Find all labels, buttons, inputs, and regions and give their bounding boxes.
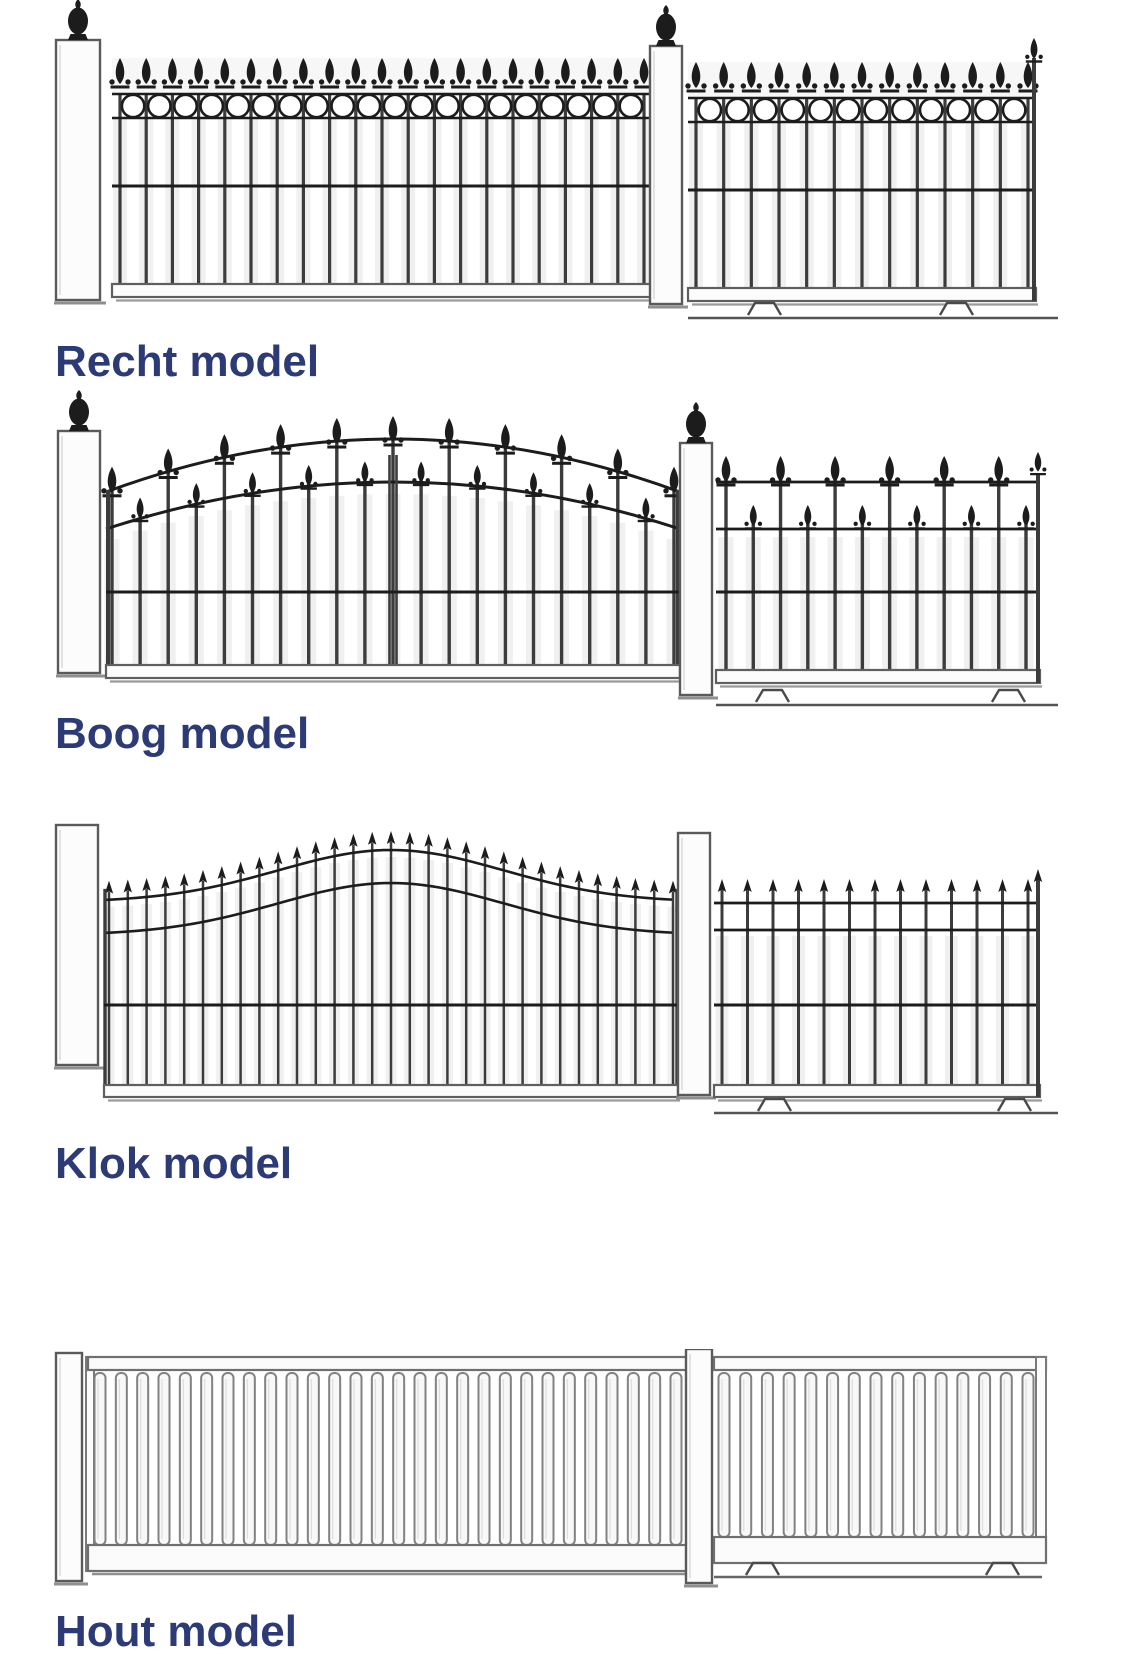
post [56,390,106,676]
klok-fence [54,825,1058,1113]
model-label-boog: Boog model [55,709,310,758]
hout-model-drawing [0,1349,1122,1591]
hout-fence [54,1349,1046,1586]
flat-panel [715,452,1046,687]
model-label-hout: Hout model [55,1607,297,1654]
klok-model-drawing [0,773,1122,1121]
post [676,833,716,1098]
slat-gate-left [86,1357,692,1574]
model-section-boog [0,387,1122,759]
boog-fence [56,390,1058,705]
flat-panel [714,869,1042,1101]
model-label-recht: Recht model [55,337,320,386]
slat-gate-right [714,1357,1046,1577]
model-section-recht [0,0,1122,387]
model-section-hout [0,1349,1122,1654]
boog-model-drawing [0,387,1122,707]
arched-double-gate [101,416,684,682]
post [648,5,688,307]
bell-gate [104,831,681,1101]
model-label-klok: Klok model [55,1139,293,1188]
fence-panel [109,58,654,301]
post [678,402,718,698]
post [54,0,106,303]
post [54,1353,88,1584]
recht-fence [54,0,1058,318]
post [54,825,104,1068]
model-section-klok [0,773,1122,1189]
fence-panel [685,38,1043,305]
recht-model-drawing [0,0,1122,335]
